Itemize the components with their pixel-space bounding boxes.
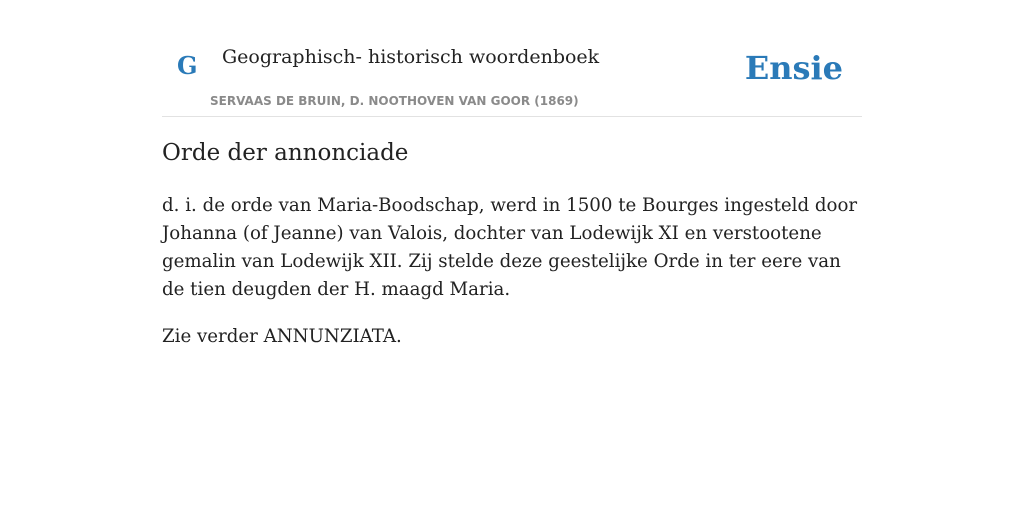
book-logo-link[interactable]: G xyxy=(177,51,198,80)
book-authors: SERVAAS DE BRUIN, D. NOOTHOVEN VAN GOOR (1869) xyxy=(210,94,579,108)
brand-logo-link[interactable]: Ensie xyxy=(744,49,843,87)
entry-see-also: Zie verder ANNUNZIATA. xyxy=(162,326,402,347)
entry-body-text: d. i. de orde van Maria-Boodschap, werd in 1500 te Bourges ingesteld door Johanna (of Jeanne) van Valois, dochter van Lodewijk XI en verstootene gemalin van Lodewijk XII. Zij stelde deze geestelijke Orde in ter eere van de tien deugden der H. maagd Maria. xyxy=(162,195,858,300)
book-title[interactable]: Geographisch- historisch woordenboek xyxy=(222,46,600,68)
site-header xyxy=(162,0,862,117)
entry-title: Orde der annonciade xyxy=(162,140,409,166)
